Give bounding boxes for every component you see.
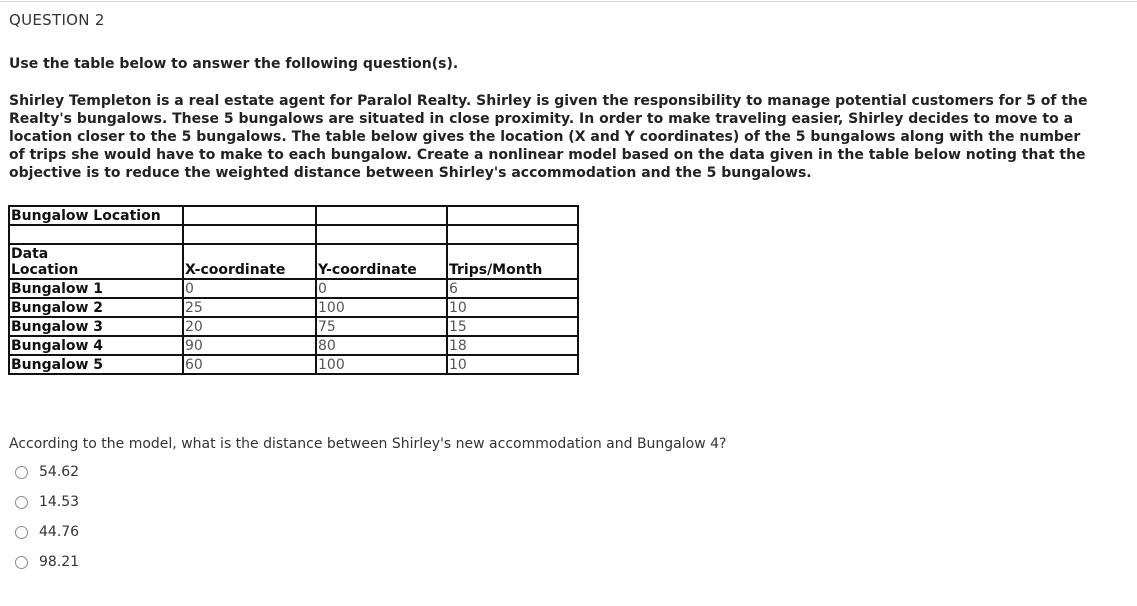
location-cell: Bungalow 2 <box>9 298 183 317</box>
empty-cell <box>183 225 316 244</box>
location-cell: Bungalow 1 <box>9 279 183 298</box>
empty-cell <box>447 225 578 244</box>
answer-option-2[interactable] <box>15 494 79 510</box>
location-label: Location <box>11 262 79 278</box>
x-cell: 25 <box>183 298 316 317</box>
header-y: Y-coordinate <box>316 244 447 279</box>
y-cell: 100 <box>316 355 447 374</box>
instruction-text: Use the table below to answer the following question(s). <box>9 56 459 72</box>
question-paragraph: Shirley Templeton is a real estate agent for Paralol Realty. Shirley is given the responsibility to manage potential customers for 5 of the Realty's bungalows. These 5 bungalows are situated in close proximity. In order to make traveling easier, Shirley decides to move to a location closer to the 5 bungalows. The table below gives the location (X and Y coordinates) of the 5 bungalows along with the number of trips she would have to make to each bungalow. Create a nonlinear model based on the data given in the table below noting that the objective is to reduce the weighted distance between Shirley's accommodation and the 5 bungalows. <box>9 93 1088 181</box>
answer-option-3[interactable] <box>15 524 79 540</box>
trips-cell: 6 <box>447 279 578 298</box>
answer-option-1[interactable] <box>15 464 79 480</box>
trips-cell: 10 <box>447 298 578 317</box>
option-label: 54.62 <box>39 464 80 480</box>
header-x: X-coordinate <box>183 244 316 279</box>
option-label: 98.21 <box>39 554 80 570</box>
x-cell: 60 <box>183 355 316 374</box>
table-row <box>9 279 578 298</box>
empty-cell <box>9 225 183 244</box>
trips-cell: 10 <box>447 355 578 374</box>
radio-button[interactable] <box>15 556 28 569</box>
radio-button[interactable] <box>15 466 28 479</box>
y-cell: 75 <box>316 317 447 336</box>
location-cell: Bungalow 5 <box>9 355 183 374</box>
header-trips: Trips/Month <box>447 244 578 279</box>
empty-cell <box>447 206 578 225</box>
bungalow-table <box>8 205 579 375</box>
trips-cell: 18 <box>447 336 578 355</box>
y-cell: 100 <box>316 298 447 317</box>
table-title: Bungalow Location <box>9 206 183 225</box>
question-prompt: According to the model, what is the distance between Shirley's new accommodation and Bungalow 4? <box>9 436 727 452</box>
x-cell: 0 <box>183 279 316 298</box>
table-row <box>9 317 578 336</box>
table-row <box>9 298 578 317</box>
radio-button[interactable] <box>15 496 28 509</box>
table-title-row <box>9 206 578 225</box>
trips-cell: 15 <box>447 317 578 336</box>
option-label: 44.76 <box>39 524 80 540</box>
answer-option-4[interactable] <box>15 554 79 570</box>
table-row <box>9 355 578 374</box>
empty-cell <box>316 225 447 244</box>
empty-cell <box>183 206 316 225</box>
blank-row <box>9 225 578 244</box>
x-cell: 20 <box>183 317 316 336</box>
header-location <box>9 244 183 279</box>
table-header-row <box>9 244 578 279</box>
location-cell: Bungalow 4 <box>9 336 183 355</box>
radio-button[interactable] <box>15 526 28 539</box>
option-label: 14.53 <box>39 494 80 510</box>
data-label: Data <box>11 246 49 262</box>
question-title: QUESTION 2 <box>9 11 105 29</box>
table-row <box>9 336 578 355</box>
location-cell: Bungalow 3 <box>9 317 183 336</box>
y-cell: 0 <box>316 279 447 298</box>
y-cell: 80 <box>316 336 447 355</box>
empty-cell <box>316 206 447 225</box>
x-cell: 90 <box>183 336 316 355</box>
top-divider <box>0 1 1137 2</box>
